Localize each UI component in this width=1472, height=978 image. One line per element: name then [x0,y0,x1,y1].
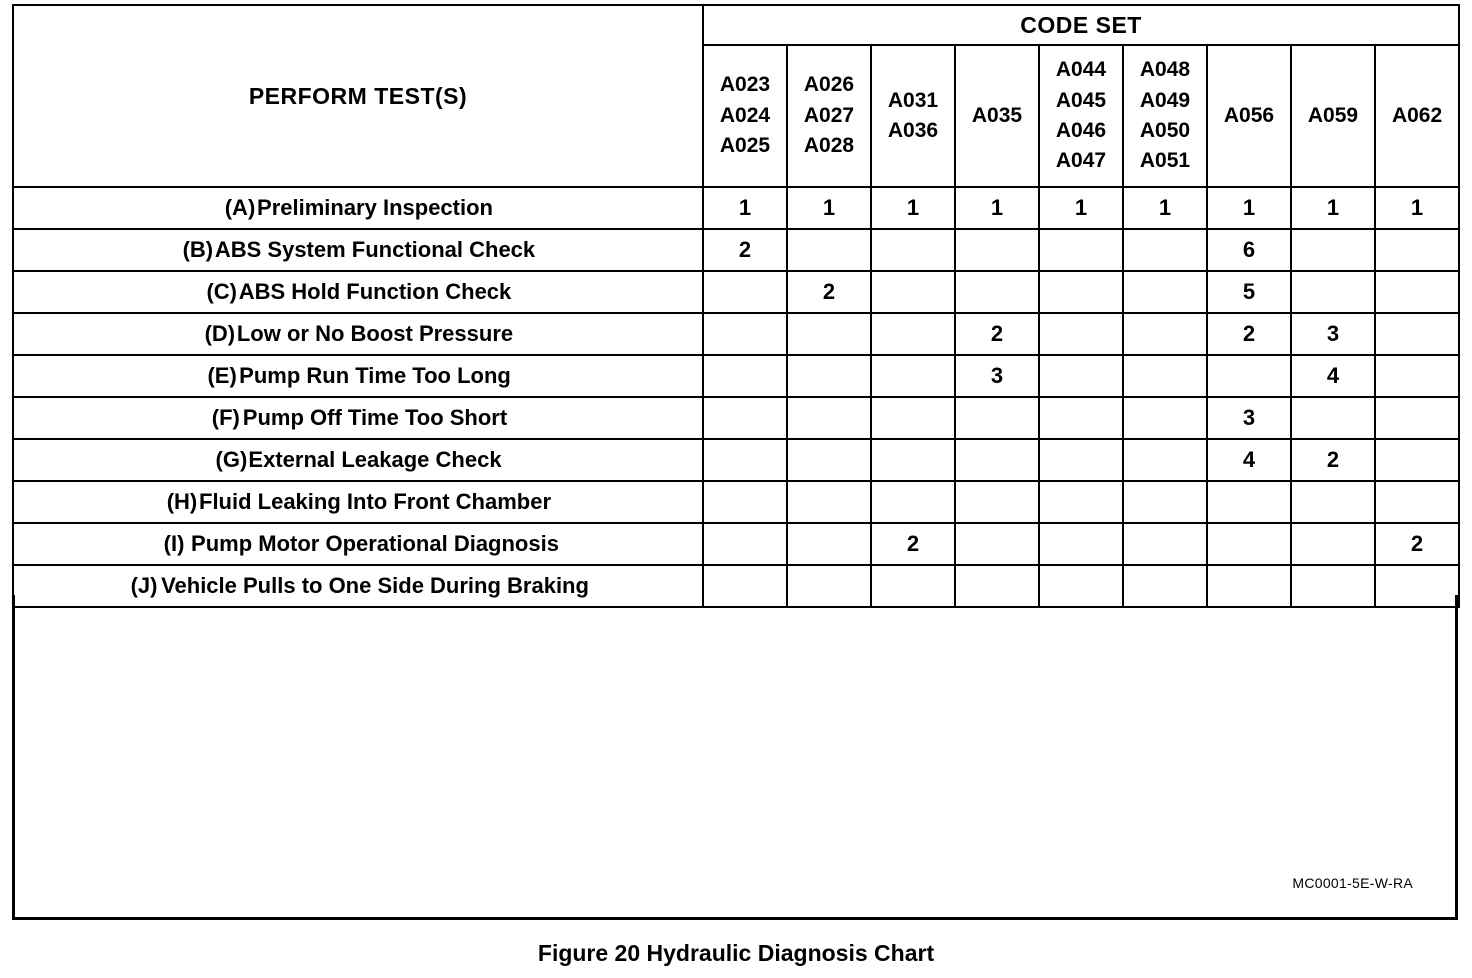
test-label-cell [13,229,703,271]
table-row [13,523,1459,565]
value-cell [1123,313,1207,355]
value-cell [1375,355,1459,397]
value-cell [787,355,871,397]
value-cell: 1 [1207,187,1291,229]
code-label: A025 [719,134,771,158]
value-cell [1375,397,1459,439]
value-cell: 1 [955,187,1039,229]
test-name: Preliminary Inspection [257,195,493,220]
test-name: Vehicle Pulls to One Side During Braking [161,573,589,598]
test-name: External Leakage Check [248,447,502,472]
table-row [13,439,1459,481]
code-label: A031 [887,88,939,112]
code-label: A062 [1391,103,1443,127]
value-cell: 2 [703,229,787,271]
value-cell [1375,271,1459,313]
value-cell: 1 [871,187,955,229]
test-tag: (H) [166,489,198,514]
test-label-cell [13,355,703,397]
test-tag: (D) [204,321,236,346]
value-cell: 4 [1207,439,1291,481]
value-cell [1039,313,1123,355]
test-label-cell [13,397,703,439]
value-cell [787,523,871,565]
test-tag: (B) [182,237,214,262]
figure-caption: Figure 20 Hydraulic Diagnosis Chart [537,940,935,966]
test-tag: (G) [215,447,248,472]
table-row [13,313,1459,355]
test-tag: (C) [206,279,237,304]
code-label: A026 [803,73,855,97]
value-cell [1123,397,1207,439]
value-cell [787,481,871,523]
value-cell [1207,355,1291,397]
test-name: Low or No Boost Pressure [236,321,514,346]
table-row [13,355,1459,397]
code-label: A027 [803,103,855,127]
value-cell [1375,313,1459,355]
row-header-perform-tests: PERFORM TEST(S) [13,5,703,187]
test-label-cell [13,523,703,565]
test-name: Pump Run Time Too Long [239,363,511,388]
value-cell: 2 [1207,313,1291,355]
value-cell [787,229,871,271]
value-cell [1039,229,1123,271]
value-cell: 1 [1375,187,1459,229]
test-name: ABS Hold Function Check [238,279,512,304]
hydraulic-diagnosis-table [12,4,1460,608]
value-cell: 1 [1291,187,1375,229]
test-name: ABS System Functional Check [214,237,536,262]
value-cell [955,481,1039,523]
value-cell: 1 [1039,187,1123,229]
test-name: Fluid Leaking Into Front Chamber [199,489,551,514]
code-label: A048 [1139,58,1191,82]
value-cell [703,355,787,397]
value-cell [871,397,955,439]
chart-blank-area [12,595,1458,920]
test-tag: (J) [130,573,158,598]
code-label: A049 [1139,88,1191,112]
value-cell: 2 [955,313,1039,355]
value-cell [787,439,871,481]
value-cell [955,439,1039,481]
code-column-header-4 [955,45,1039,187]
value-cell: 2 [787,271,871,313]
code-label: A024 [719,103,771,127]
value-cell [955,271,1039,313]
value-cell [1375,229,1459,271]
value-cell [955,229,1039,271]
code-column-header-6 [1123,45,1207,187]
value-cell: 5 [1207,271,1291,313]
value-cell [703,271,787,313]
value-cell [703,313,787,355]
table-row [13,271,1459,313]
table-body [13,187,1459,607]
code-column-header-7 [1207,45,1291,187]
column-group-header-code-set: CODE SET [703,5,1459,45]
test-label-cell [13,271,703,313]
value-cell [1123,271,1207,313]
code-label: A036 [887,119,939,142]
test-tag: (E) [207,363,237,388]
code-label: A046 [1055,119,1107,142]
test-name: Pump Off Time Too Short [242,405,508,430]
code-column-header-1 [703,45,787,187]
code-column-header-3 [871,45,955,187]
value-cell: 2 [1375,523,1459,565]
test-label-cell [13,481,703,523]
code-label: A035 [971,103,1023,127]
table-row [13,187,1459,229]
value-cell [1039,397,1123,439]
code-column-header-9 [1375,45,1459,187]
value-cell [955,397,1039,439]
value-cell: 3 [955,355,1039,397]
table-header-group-row [13,5,1459,45]
code-label: A023 [719,73,771,97]
test-label-cell [13,187,703,229]
test-name: Pump Motor Operational Diagnosis [191,531,559,556]
value-cell [1207,481,1291,523]
value-cell [1039,355,1123,397]
code-column-header-2 [787,45,871,187]
value-cell [703,397,787,439]
value-cell [1291,481,1375,523]
value-cell [1291,271,1375,313]
table-row [13,229,1459,271]
value-cell [871,355,955,397]
table-row [13,481,1459,523]
value-cell: 1 [787,187,871,229]
value-cell: 3 [1291,313,1375,355]
value-cell: 6 [1207,229,1291,271]
test-tag: (I) [163,531,185,556]
value-cell [1039,481,1123,523]
value-cell [1375,439,1459,481]
value-cell [703,481,787,523]
table-row [13,397,1459,439]
value-cell [1207,523,1291,565]
value-cell [1123,229,1207,271]
value-cell [703,439,787,481]
value-cell [787,397,871,439]
value-cell [871,313,955,355]
value-cell [1291,523,1375,565]
value-cell [703,523,787,565]
test-tag: (A) [224,195,256,220]
value-cell [787,313,871,355]
value-cell [1123,355,1207,397]
code-column-header-8 [1291,45,1375,187]
value-cell: 1 [703,187,787,229]
value-cell: 2 [1291,439,1375,481]
document-reference-code: MC0001-5E-W-RA [1292,875,1413,891]
value-cell [1123,439,1207,481]
value-cell [1123,481,1207,523]
code-label: A047 [1055,149,1107,173]
code-label: A044 [1055,58,1107,82]
code-label: A056 [1223,103,1275,127]
value-cell [1291,397,1375,439]
test-tag: (F) [211,405,240,430]
value-cell [871,271,955,313]
value-cell [871,439,955,481]
value-cell [1123,523,1207,565]
value-cell [955,523,1039,565]
code-label: A050 [1139,119,1191,142]
value-cell [1039,439,1123,481]
value-cell: 2 [871,523,955,565]
value-cell [1291,229,1375,271]
value-cell [1039,523,1123,565]
value-cell [1039,271,1123,313]
test-label-cell [13,313,703,355]
value-cell [1375,481,1459,523]
code-label: A059 [1307,103,1359,127]
value-cell [871,229,955,271]
code-label: A028 [803,134,855,158]
value-cell [871,481,955,523]
value-cell: 3 [1207,397,1291,439]
test-label-cell [13,439,703,481]
code-label: A045 [1055,88,1107,112]
value-cell: 1 [1123,187,1207,229]
value-cell: 4 [1291,355,1375,397]
code-column-header-5 [1039,45,1123,187]
code-label: A051 [1139,149,1191,173]
